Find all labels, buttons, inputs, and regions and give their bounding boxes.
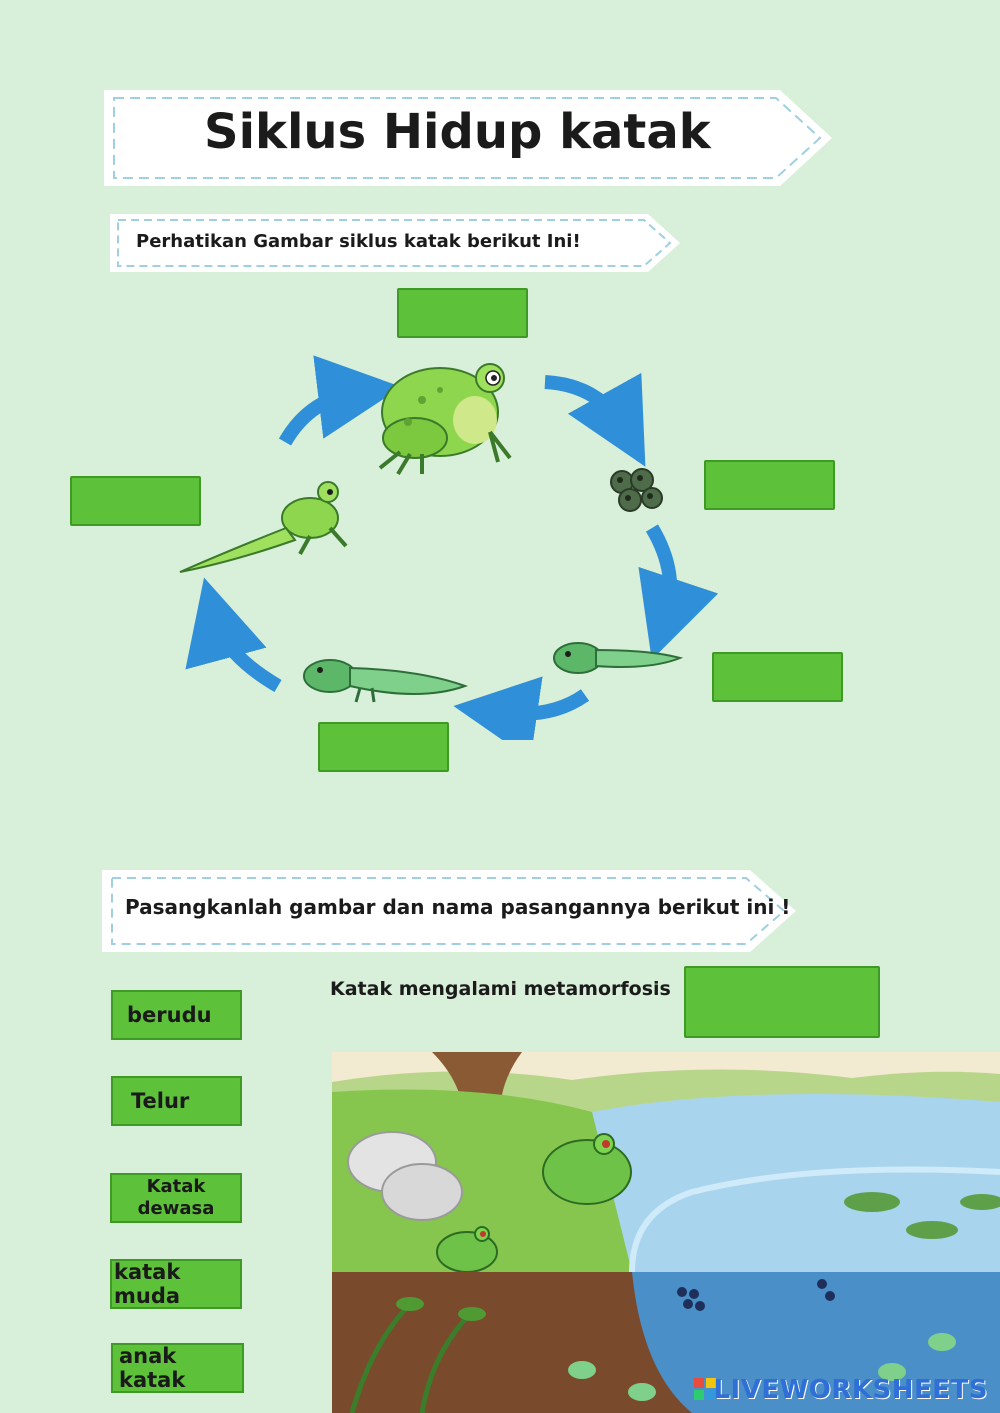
froglet-icon xyxy=(180,482,346,572)
instruction-2: Pasangkanlah gambar dan nama pasangannya berikut ini ! xyxy=(125,895,791,919)
arrow-bottom xyxy=(495,695,585,714)
word-card-berudu[interactable]: berudu xyxy=(111,990,242,1040)
arrow-top-left xyxy=(285,392,360,442)
frog-eggs-icon xyxy=(611,469,662,511)
arrow-top-right xyxy=(545,382,625,430)
answer-box-tadpole[interactable] xyxy=(712,652,843,702)
instruction-1: Perhatikan Gambar siklus katak berikut Ini! xyxy=(136,231,581,252)
answer-box-tadpole-legs[interactable] xyxy=(318,722,449,772)
word-card-anak-katak[interactable]: anak katak xyxy=(111,1343,244,1393)
arrow-left xyxy=(215,618,278,686)
pond-illustration xyxy=(332,1052,1000,1413)
liveworksheets-credit: LIVEWORKSHEETS xyxy=(713,1375,988,1405)
answer-box-adult[interactable] xyxy=(397,288,528,338)
word-card-katak-dewasa[interactable] xyxy=(110,1173,242,1223)
word-card-katak-muda[interactable]: katak muda xyxy=(110,1259,242,1309)
life-cycle-diagram xyxy=(160,350,720,740)
word-card-katak-dewasa-label: Katak dewasa xyxy=(137,1176,215,1219)
page-title: Siklus Hidup katak xyxy=(204,104,711,160)
answer-box-question[interactable] xyxy=(684,966,880,1038)
tadpole-legs-icon xyxy=(304,660,465,702)
answer-box-eggs[interactable] xyxy=(704,460,835,510)
answer-box-froglet[interactable] xyxy=(70,476,201,526)
question-text: Katak mengalami metamorfosis xyxy=(330,978,671,1000)
frog-adult-icon xyxy=(380,364,510,474)
arrow-right xyxy=(652,528,670,620)
word-card-telur[interactable]: Telur xyxy=(111,1076,242,1126)
tadpole-icon xyxy=(554,643,680,673)
